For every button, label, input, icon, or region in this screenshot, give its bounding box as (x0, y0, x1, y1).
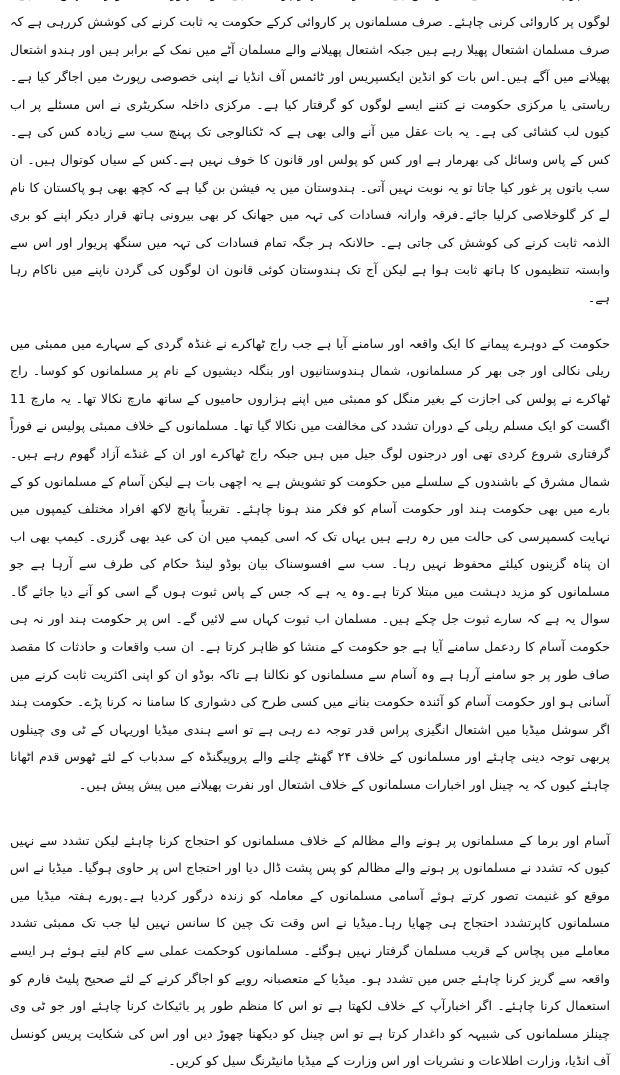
paragraph-gap (10, 312, 610, 330)
article-paragraph-2: حکومت کے دوہرے پیمانے کا ایک واقعہ اور سامنے آیا ہے جب راج ٹھاکرے نے غنڈہ گردی کے سہارے میں ممبئی میں ریلی نکالی اور جی بھر کر مسلمانوں، شمال ہندوستانیوں اور بنگلہ دیشیوں کے نام پر مسلمانوں کو کوسا۔ راج ٹھاکرے نے پولس کی اجازت کے بغیر منگل کو ممبئی میں اپنے ہزاروں حامیوں کے ساتھ مارچ نکالا تھا۔ یہ مارچ 11 اگست کو ایک مسلم ریلی کے دوران تشدد کی مخالفت میں نکالا گیا تھا۔ مسلمانوں کے خلاف ممبئی پولیس نے فوراً گرفتاری شروع کردی تھی اور درجنوں لوگ جیل میں ہیں جبکہ راج ٹھاکرے اور ان کے غنڈے آزاد گھوم رہے ہیں۔ شمال مشرق کے باشندوں کے سلسلے میں حکومت کو تشویش ہے یہ اچھی بات ہے لیکن آسام کے مسلمانوں کو کے بارے میں بھی حکومت ہند اور حکومت آسام کو فکر مند ہونا چاہئے۔ تقریباً پانچ لاکھ افراد مختلف کیمپوں میں نہایت کسمپرسی کی حالت میں رہ رہے ہیں یہاں تک کہ اسی کیمپ میں ان کی عید بھی گزری۔ کیمپ بھی اب ان پناہ گزینوں کیلئے محفوظ نہیں رہا۔ سب سے افسوسناک بیان بوڈو لینڈ حکام کی طرف سے آرہا ہے جو مسلمانوں کو مزید دہشت میں مبتلا کرتا ہے۔وہ یہ ہے کہ جس کے پاس ثبوت ہوں گے اسی کو آنے دیا جائے گا۔ سوال یہ ہے کہ سارے ثبوت جل چکے ہیں۔ مسلمان اب ثبوت کہاں سے لائیں گے۔ اس پر حکومت ہند اور نہ ہی حکومت آسام کا ردعمل سامنے آیا ہے جو حکومت کے منشا کو ظاہر کرتا ہے۔ ان سب واقعات و حادثات کا مقصد صاف طور پر جو سامنے آرہا ہے وہ آسام سے مسلمانوں کو نکالنا ہے تاکہ بوڈو ان کو اپنی اکثریت ثابت کرنے میں آسانی ہو اور حکومت آسام کو آئندہ حکومت بنانے میں کسی طرح کی دشواری کا سامنا نہ کرنا پڑے۔ حکومت ہند اگر سوشل میڈیا میں اشتعال انگیزی پراس قدر توجہ دے رہی ہے تو اسے ہندی میڈیا اوریہاں کے ٹی وی چینلوں پربھی توجہ دینی چاہئے اور مسلمانوں کے خلاف ۲۴ گھنٹے چلنے والے پروپیگنڈہ کے سدباب کے لئے ٹھوس قدم اٹھانا چاہئے کیوں کہ یہ چینل اور اخبارات مسلمانوں کے خلاف اشتعال اور نفرت پھیلانے میں پیش پیش ہیں۔ (10, 335, 610, 793)
article-top-fragment (10, 0, 610, 8)
article-paragraph-1: لوگوں پر کاروائی کرنی چاہئے۔ صرف مسلمانوں پر کاروائی کرکے حکومت یہ ثابت کرنے کی کوشش کررہی ہے کہ صرف مسلمان اشتعال پھیلا رہے ہیں جبکہ اشتعال پھیلانے والے مسلمان آٹے میں نمک کے برابر ہیں اور ہندو اشتعال پھیلانے میں آگے ہیں۔اس بات کو انڈین ایکسپریس اور ٹائمس آف انڈیا نے اپنی خصوصی رپورٹ میں اجاگر کیا ہے۔ریاستی یا مرکزی حکومت نے کتنے ایسے لوگوں کو گرفتار کیا ہے۔ مرکزی داخلہ سکریٹری نے اس مسئلے پر اب کیوں لب کشائی کی ہے۔ یہ بات عقل میں آنے والی بھی ہے کہ ٹکنالوجی تک پہنچ سب سے زیادہ کس کی ہے۔ کس کے پاس وسائل کی بھرمار ہے اور کس کو پولس اور قانون کا خوف نہیں ہے۔کس کے سیاں کوتوال ہیں۔ ان سب باتوں پر غور کیا جاتا تو یہ نوبت نہیں آتی۔ ہندوستان میں یہ فیشن بن گیا ہے کہ کچھ بھی ہو پاکستان کا نام لے کر گلوخلاصی کرلیا جائے۔فرقہ وارانہ فسادات کی تہہ میں جھانک کر بھی بیرونی ہاتھ قرار دیکر اپنے کو بری الذمہ ثابت کرنے کی کوشش کی جاتی ہے۔ حالانکہ ہر جگہ تمام فسادات کی تہہ میں سنگھ پریوار اور اس سے وابستہ تنظیموں کا ہاتھ ثابت ہوا ہے لیکن آج تک ہندوستان کوئی قانون ان لوگوں کی گردن ناپنے میں ناکام رہا ہے۔ (10, 14, 610, 305)
article-paragraph-3: آسام اور برما کے مسلمانوں پر ہونے والے مظالم کے خلاف مسلمانوں کو احتجاج کرنا چاہئے لیکن تشدد سے نہیں کیوں کہ تشدد نے مسلمانوں پر ہونے والے مظالم کو پس پشت ڈال دیا اور احتجاج اس پر حاوی ہوگیا۔ میڈیا نے اس موقع کو غنیمت تصور کرتے ہوئے آسامی مسلمانوں کے معاملہ کو زندہ درگور کردیا ہے۔پورے ہفتہ میڈیا میں مسلمانوں کاپرتشدد احتجاج ہی چھایا رہا۔میڈیا نے اس وقت تک چین کا سانس نہیں لیا جب تک ممبئی تشدد معاملے میں پچاس کے قریب مسلمان گرفتار نہیں ہوگئے۔ مسلمانوں کوحکمت عملی سے کام لیتے ہوئے ہر ایسے واقعہ سے گریز کرنا چاہئے جس میں تشدد ہو۔ میڈیا کے متعصبانہ رویے کو اجاگر کرنے کے لئے صحیح پلیٹ فارم کو استعمال کرنا چاہئے۔ اگر اخبارآپ کے خلاف لکھتا ہے تو اس کا منظم طور پر بائیکاٹ کرنا چاہئے اور جو ٹی وی چینلز مسلمانوں کی شبیہہ کو داغدار کرتا ہے تو اس چینل کو دیکھنا چھوڑ دیں اور اس کی شکایت پریس کونسل آف انڈیا، وزارت اطلاعات و نشریات اور اس وزارت کے میڈیا مانیٹرنگ سیل کو کریں۔ (10, 832, 610, 1069)
cropped-top-line (10, 0, 610, 8)
paragraph-gap (10, 799, 610, 827)
